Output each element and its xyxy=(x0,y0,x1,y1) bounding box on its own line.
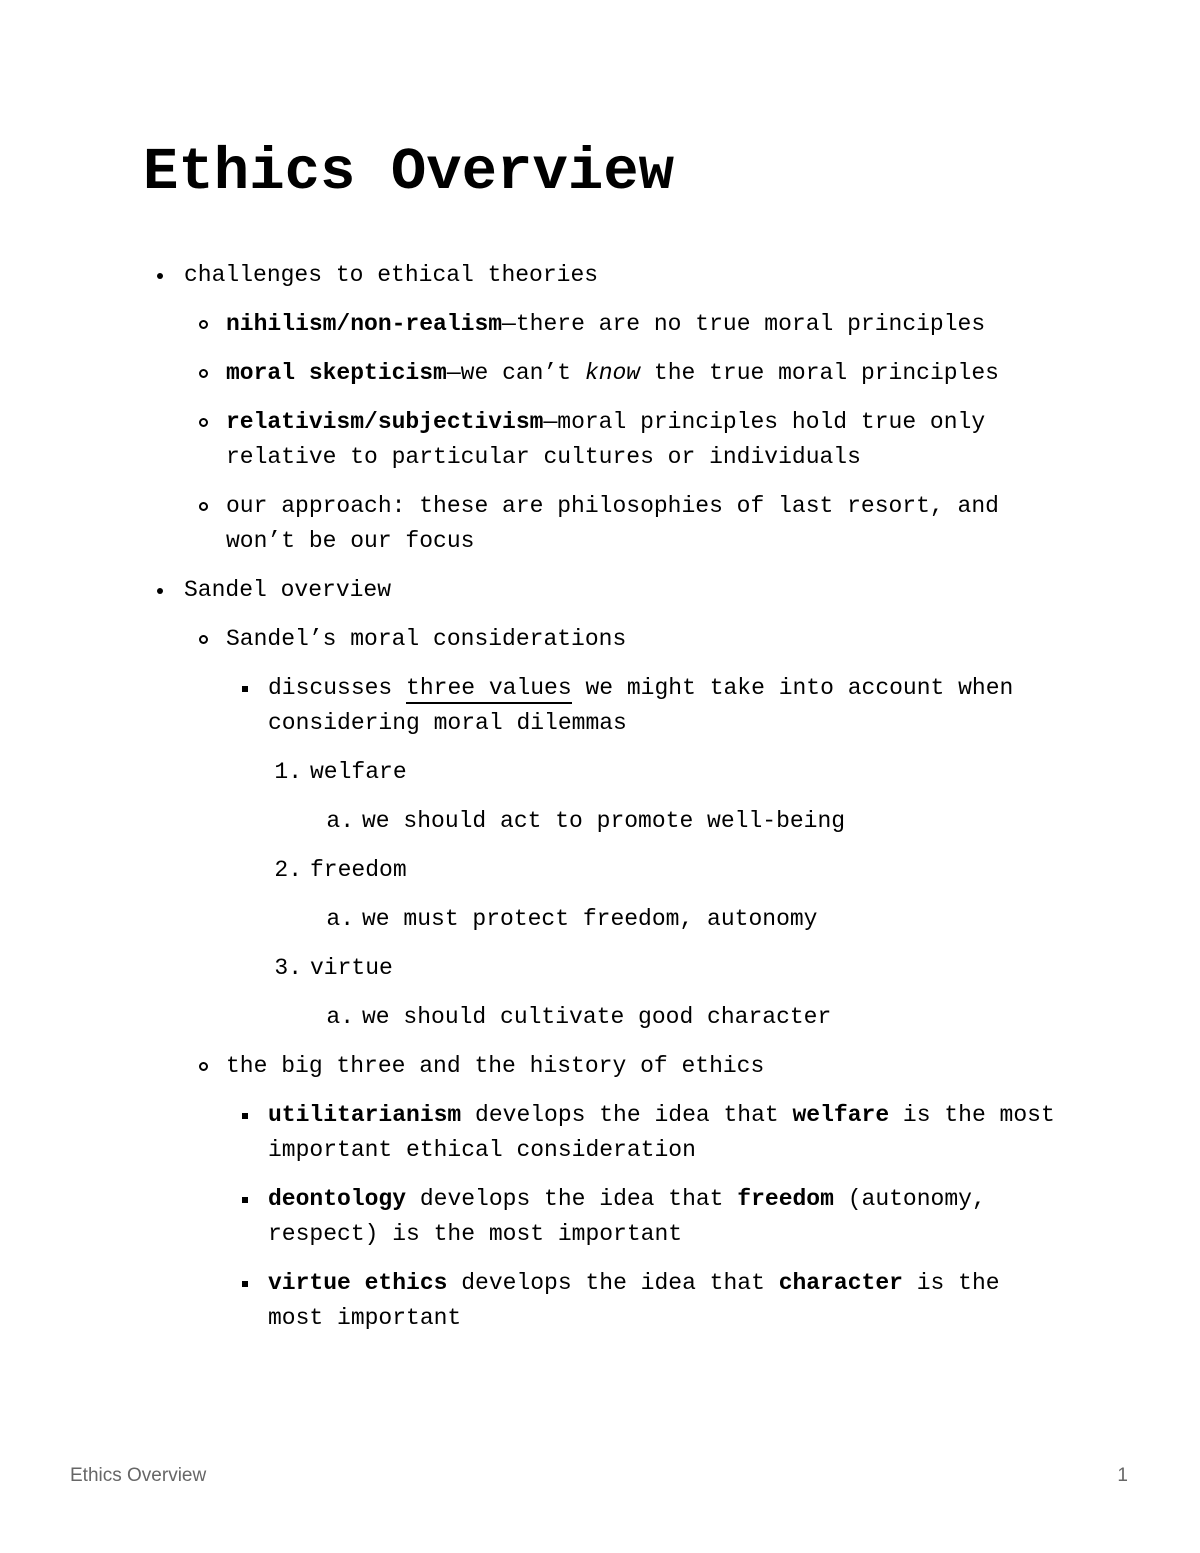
key-bold: freedom xyxy=(737,1186,834,1212)
numbered-item-freedom xyxy=(0,853,1200,888)
document-body xyxy=(0,258,1200,1350)
page-number: 1 xyxy=(1117,1465,1128,1486)
list-item-sandel-overview xyxy=(0,573,1200,608)
sub-item-text: we must protect freedom, autonomy xyxy=(362,906,818,932)
text-run: develops the idea that xyxy=(447,1270,779,1296)
value-name: welfare xyxy=(310,759,407,785)
sub-item-text: we should act to promote well-being xyxy=(362,808,846,834)
bullet-square-icon xyxy=(242,671,248,706)
term-bold: utilitarianism xyxy=(268,1102,462,1128)
list-item-deontology xyxy=(0,1182,1200,1252)
value-name: virtue xyxy=(310,955,393,981)
bullet-circle-icon xyxy=(199,1049,208,1084)
bullet-disc-icon xyxy=(157,258,163,293)
key-bold: character xyxy=(778,1270,903,1296)
term-bold: nihilism/non-realism xyxy=(226,311,503,337)
key-bold: welfare xyxy=(792,1102,890,1128)
sub-item-virtue xyxy=(0,1000,1200,1035)
list-item-text: challenges to ethical theories xyxy=(184,262,599,288)
list-item-relativism xyxy=(0,405,1200,475)
list-item-text: the big three and the history of ethics xyxy=(226,1053,765,1079)
bullet-disc-icon xyxy=(157,573,163,608)
list-item-utilitarianism xyxy=(0,1098,1200,1168)
bullet-circle-icon xyxy=(199,622,208,657)
numbered-item-virtue xyxy=(0,951,1200,986)
footer-title: Ethics Overview xyxy=(70,1465,207,1486)
definition-text: moral principles hold true only relative to particular cultures or individuals xyxy=(226,409,986,470)
term-bold: moral skepticism xyxy=(226,360,447,386)
list-item-challenges xyxy=(0,258,1200,293)
em-dash: — xyxy=(446,360,461,386)
bullet-circle-icon xyxy=(199,307,208,342)
definition-text: we can’t xyxy=(460,360,585,386)
list-item-sandel-considerations xyxy=(0,622,1200,657)
value-name: freedom xyxy=(310,857,407,883)
bullet-square-icon xyxy=(242,1182,248,1217)
bullet-circle-icon xyxy=(199,356,208,391)
numbered-item-welfare xyxy=(0,755,1200,790)
definition-text: there are no true moral principles xyxy=(515,311,986,337)
text-run: we might take into account when considering moral dilemmas xyxy=(268,675,1014,736)
text-run: discusses xyxy=(268,675,407,701)
term-bold: virtue ethics xyxy=(268,1270,448,1296)
term-bold: deontology xyxy=(268,1186,407,1212)
list-letter: a. xyxy=(326,808,354,834)
list-item-discusses xyxy=(0,671,1200,741)
sub-item-text: we should cultivate good character xyxy=(362,1004,832,1030)
definition-text: the true moral principles xyxy=(640,360,999,386)
list-item-virtue-ethics xyxy=(0,1266,1200,1336)
text-run: develops the idea that xyxy=(406,1186,738,1212)
text-run: develops the idea that xyxy=(461,1102,793,1128)
page-title: Ethics Overview xyxy=(143,139,675,206)
em-dash: — xyxy=(502,311,516,337)
list-letter: a. xyxy=(326,1004,354,1030)
term-bold: relativism/subjectivism xyxy=(226,409,544,435)
bullet-square-icon xyxy=(242,1266,248,1301)
underlined-text: three values xyxy=(406,675,572,704)
em-dash: — xyxy=(543,409,558,435)
sub-item-freedom xyxy=(0,902,1200,937)
text-run: is the most important xyxy=(268,1270,1000,1331)
bullet-square-icon xyxy=(242,1098,248,1133)
list-item-text: Sandel’s moral considerations xyxy=(226,626,627,652)
italic-word: know xyxy=(584,360,641,386)
bullet-circle-icon xyxy=(199,405,208,440)
list-item-big-three xyxy=(0,1049,1200,1084)
sub-item-welfare xyxy=(0,804,1200,839)
list-number: 1. xyxy=(274,759,302,785)
list-item-nihilism xyxy=(0,307,1200,342)
list-item-text: Sandel overview xyxy=(184,577,392,603)
list-number: 2. xyxy=(274,857,302,883)
list-letter: a. xyxy=(326,906,354,932)
text-run: is the most important ethical consideration xyxy=(268,1102,1055,1163)
list-number: 3. xyxy=(274,955,302,981)
bullet-circle-icon xyxy=(199,489,208,524)
list-item-approach xyxy=(0,489,1200,559)
list-item-skepticism xyxy=(0,356,1200,391)
text-run: (autonomy, respect) is the most important xyxy=(268,1186,986,1247)
list-item-text: our approach: these are philosophies of last resort, and won’t be our focus xyxy=(226,493,999,554)
